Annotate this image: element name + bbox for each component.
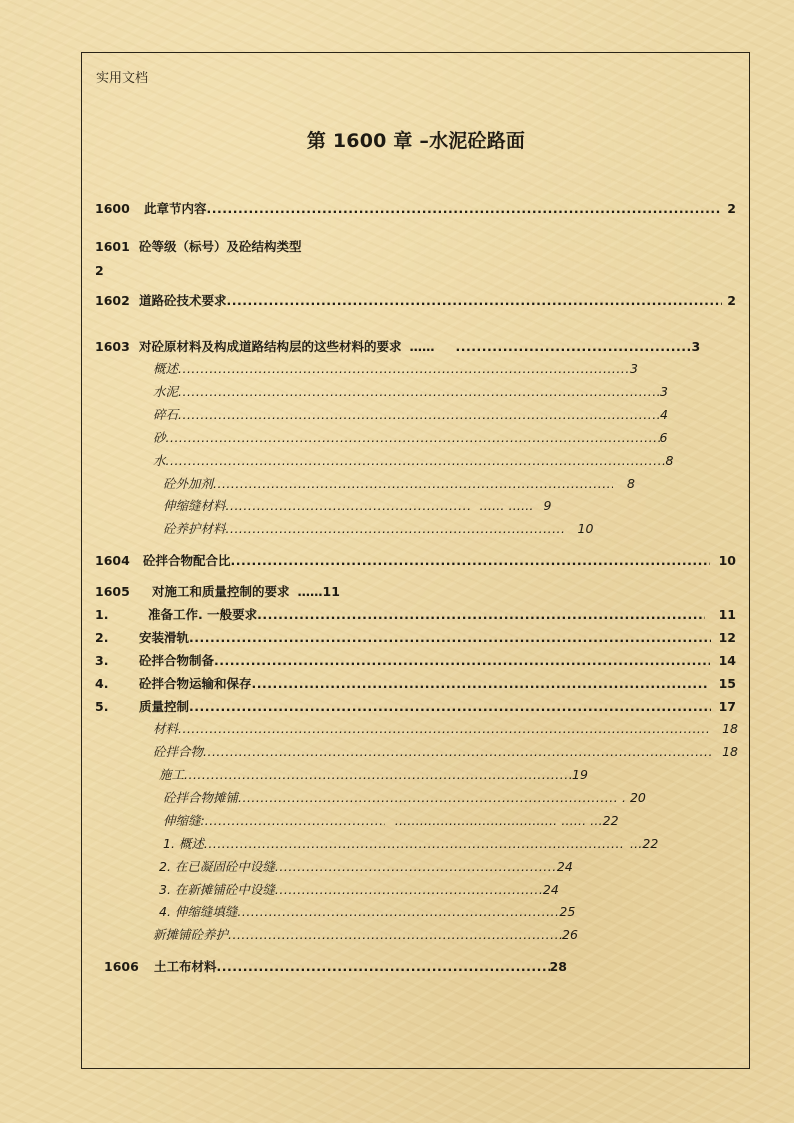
toc-number: 1601 (95, 239, 130, 254)
toc-page-number: 24 (556, 859, 573, 874)
toc-subentry[interactable] (159, 766, 599, 784)
toc-number: 1600 (95, 201, 130, 216)
toc-number: 1604 (95, 553, 130, 568)
toc-leader-fragment: ………………………………… …… … (394, 813, 603, 828)
toc-leader (189, 629, 711, 647)
toc-leader (217, 958, 550, 976)
toc-page-number: 2 (727, 293, 736, 308)
toc-leader (228, 926, 562, 944)
toc-leader (166, 452, 666, 470)
toc-leader (456, 338, 692, 356)
toc-subentry[interactable] (153, 743, 738, 761)
toc-label: 砼养护材料 (163, 521, 226, 536)
toc-label: 砼外加剂 (163, 476, 214, 491)
toc-number: 1. (95, 607, 109, 622)
toc-leader (238, 789, 618, 807)
toc-subentry[interactable] (153, 406, 675, 424)
toc-label: 新摊铺砼养护 (153, 927, 229, 942)
toc-number: 5. (95, 699, 109, 714)
toc-leader (231, 552, 710, 570)
toc-subentry[interactable] (153, 429, 673, 447)
toc-number: 3. (95, 653, 109, 668)
toc-page-number: 15 (718, 676, 736, 691)
toc-page-number: 12 (718, 630, 736, 645)
toc-page-number: 26 (562, 927, 578, 942)
toc-label: 砼拌合物制备 (139, 653, 215, 668)
toc-label: 材料 (153, 721, 179, 736)
toc-entry-1601[interactable] (95, 238, 736, 256)
toc-leader (227, 292, 722, 310)
toc-leader-fragment: …… (409, 339, 435, 354)
toc-page-number: 11 (718, 607, 736, 622)
toc-label: 砼等级（标号）及砼结构类型 (139, 239, 302, 254)
document-header: 实用文档 (96, 71, 149, 86)
toc-leader (178, 360, 630, 378)
toc-number: 2. (95, 630, 109, 645)
toc-item-1[interactable] (95, 606, 736, 624)
toc-number: 4. (95, 676, 109, 691)
toc-leader (275, 881, 543, 899)
toc-label: 概述 (153, 361, 179, 376)
toc-leader (205, 812, 385, 830)
toc-leader (207, 200, 720, 218)
toc-label: 砼拌合物摊铺 (163, 790, 239, 805)
toc-subentry[interactable] (163, 475, 643, 493)
toc-label: 土工布材料 (154, 959, 217, 974)
toc-subentry[interactable] (163, 520, 613, 538)
toc-item-4[interactable] (95, 675, 736, 693)
toc-label: 道路砼技术要求 (139, 293, 227, 308)
toc-leader (252, 675, 707, 693)
toc-label: 施工 (159, 767, 185, 782)
toc-label: 砼拌合物配合比 (143, 553, 231, 568)
toc-page-number: 10 (577, 521, 594, 536)
toc-entry-1606[interactable] (104, 958, 574, 976)
toc-label: 3. 在新摊铺砼中设缝 (159, 882, 275, 897)
toc-subentry[interactable] (153, 360, 645, 378)
toc-page-number: 24 (542, 882, 559, 897)
toc-page-number: 3 (691, 339, 701, 354)
toc-subentry[interactable] (153, 926, 593, 944)
toc-label: 质量控制 (139, 699, 190, 714)
toc-leader (203, 743, 711, 761)
toc-subentry[interactable] (159, 858, 589, 876)
toc-page-number: 18 (722, 744, 738, 759)
toc-leader (214, 652, 710, 670)
toc-number: 1603 (95, 339, 130, 354)
toc-page-number: 4 (660, 407, 668, 422)
toc-label: 水泥 (153, 384, 179, 399)
toc-page-number: 17 (718, 699, 736, 714)
toc-page-number: 6 (659, 430, 668, 445)
toc-page-number: 3 (660, 384, 668, 399)
toc-entry-1602[interactable] (95, 292, 736, 310)
toc-page-number: 25 (559, 904, 576, 919)
toc-subentry[interactable] (153, 383, 675, 401)
toc-subentry[interactable] (159, 881, 579, 899)
toc-page-number: 8 (627, 476, 635, 491)
toc-leader (178, 406, 660, 424)
toc-label: 对砼原材料及构成道路结构层的这些材料的要求 (139, 339, 402, 354)
toc-leader (237, 903, 559, 921)
toc-leader (213, 475, 613, 493)
toc-subentry[interactable] (163, 812, 633, 830)
toc-item-5[interactable] (95, 698, 736, 716)
toc-label: 准备工作. 一般要求 (148, 607, 258, 622)
toc-page-number-1601: 2 (95, 263, 104, 278)
toc-item-2[interactable] (95, 629, 736, 647)
toc-label: 砼拌合物运输和保存 (139, 676, 252, 691)
toc-page-number: ……11 (297, 584, 340, 599)
toc-page-number: 14 (718, 653, 736, 668)
toc-leader (178, 720, 711, 738)
toc-entry-1605[interactable] (95, 583, 395, 601)
toc-label: 水 (153, 453, 166, 468)
toc-leader (257, 606, 705, 624)
toc-label: 碎石 (153, 407, 179, 422)
toc-page-number: 28 (549, 959, 567, 974)
toc-label: 砂 (153, 430, 166, 445)
toc-label: 砼拌合物 (153, 744, 204, 759)
toc-subentry[interactable] (153, 452, 679, 470)
toc-page-number: 22 (602, 813, 619, 828)
toc-subentry[interactable] (163, 789, 658, 807)
toc-entry-1600[interactable] (95, 200, 736, 218)
toc-leader (226, 520, 564, 538)
toc-leader (226, 497, 472, 515)
toc-page-number: 2 (727, 201, 736, 216)
toc-label: 4. 伸缩缝填缝 (159, 904, 238, 919)
toc-leader (189, 698, 711, 716)
toc-label: 1. 概述 (163, 836, 204, 851)
toc-page-number: 10 (718, 553, 736, 568)
toc-label: 对施工和质量控制的要求 (152, 584, 290, 599)
toc-subentry[interactable] (163, 497, 563, 515)
toc-number: 1606 (104, 959, 139, 974)
toc-label: 安装滑轨 (139, 630, 190, 645)
toc-number: 1602 (95, 293, 130, 308)
toc-page-number: 3 (630, 361, 638, 376)
toc-label: 伸缩缝: (163, 813, 205, 828)
toc-page-number: 19 (572, 767, 588, 782)
chapter-title: 第 1600 章 –水泥砼路面 (306, 130, 526, 152)
toc-label: 此章节内容 (144, 201, 207, 216)
toc-subentry[interactable] (153, 720, 738, 738)
toc-leader (178, 383, 660, 401)
toc-page-number: . 20 (622, 790, 646, 805)
toc-entry-1604[interactable] (95, 552, 736, 570)
toc-number: 1605 (95, 584, 130, 599)
toc-leader (204, 835, 624, 853)
toc-subentry[interactable] (163, 835, 663, 853)
toc-leader (184, 766, 572, 784)
toc-page-number: …22 (629, 836, 659, 851)
toc-leader (166, 429, 660, 447)
toc-page-number: 18 (722, 721, 738, 736)
toc-page-number: 8 (665, 453, 674, 468)
toc-label: 2. 在已凝固砼中设缝 (159, 859, 275, 874)
toc-item-3[interactable] (95, 652, 736, 670)
toc-subentry[interactable] (159, 903, 589, 921)
toc-page-number: 9 (543, 498, 552, 513)
toc-entry-1603[interactable] (95, 338, 715, 356)
toc-leader (275, 858, 557, 876)
toc-leader-fragment: …… …… (479, 498, 534, 513)
toc-label: 伸缩缝材料 (163, 498, 226, 513)
